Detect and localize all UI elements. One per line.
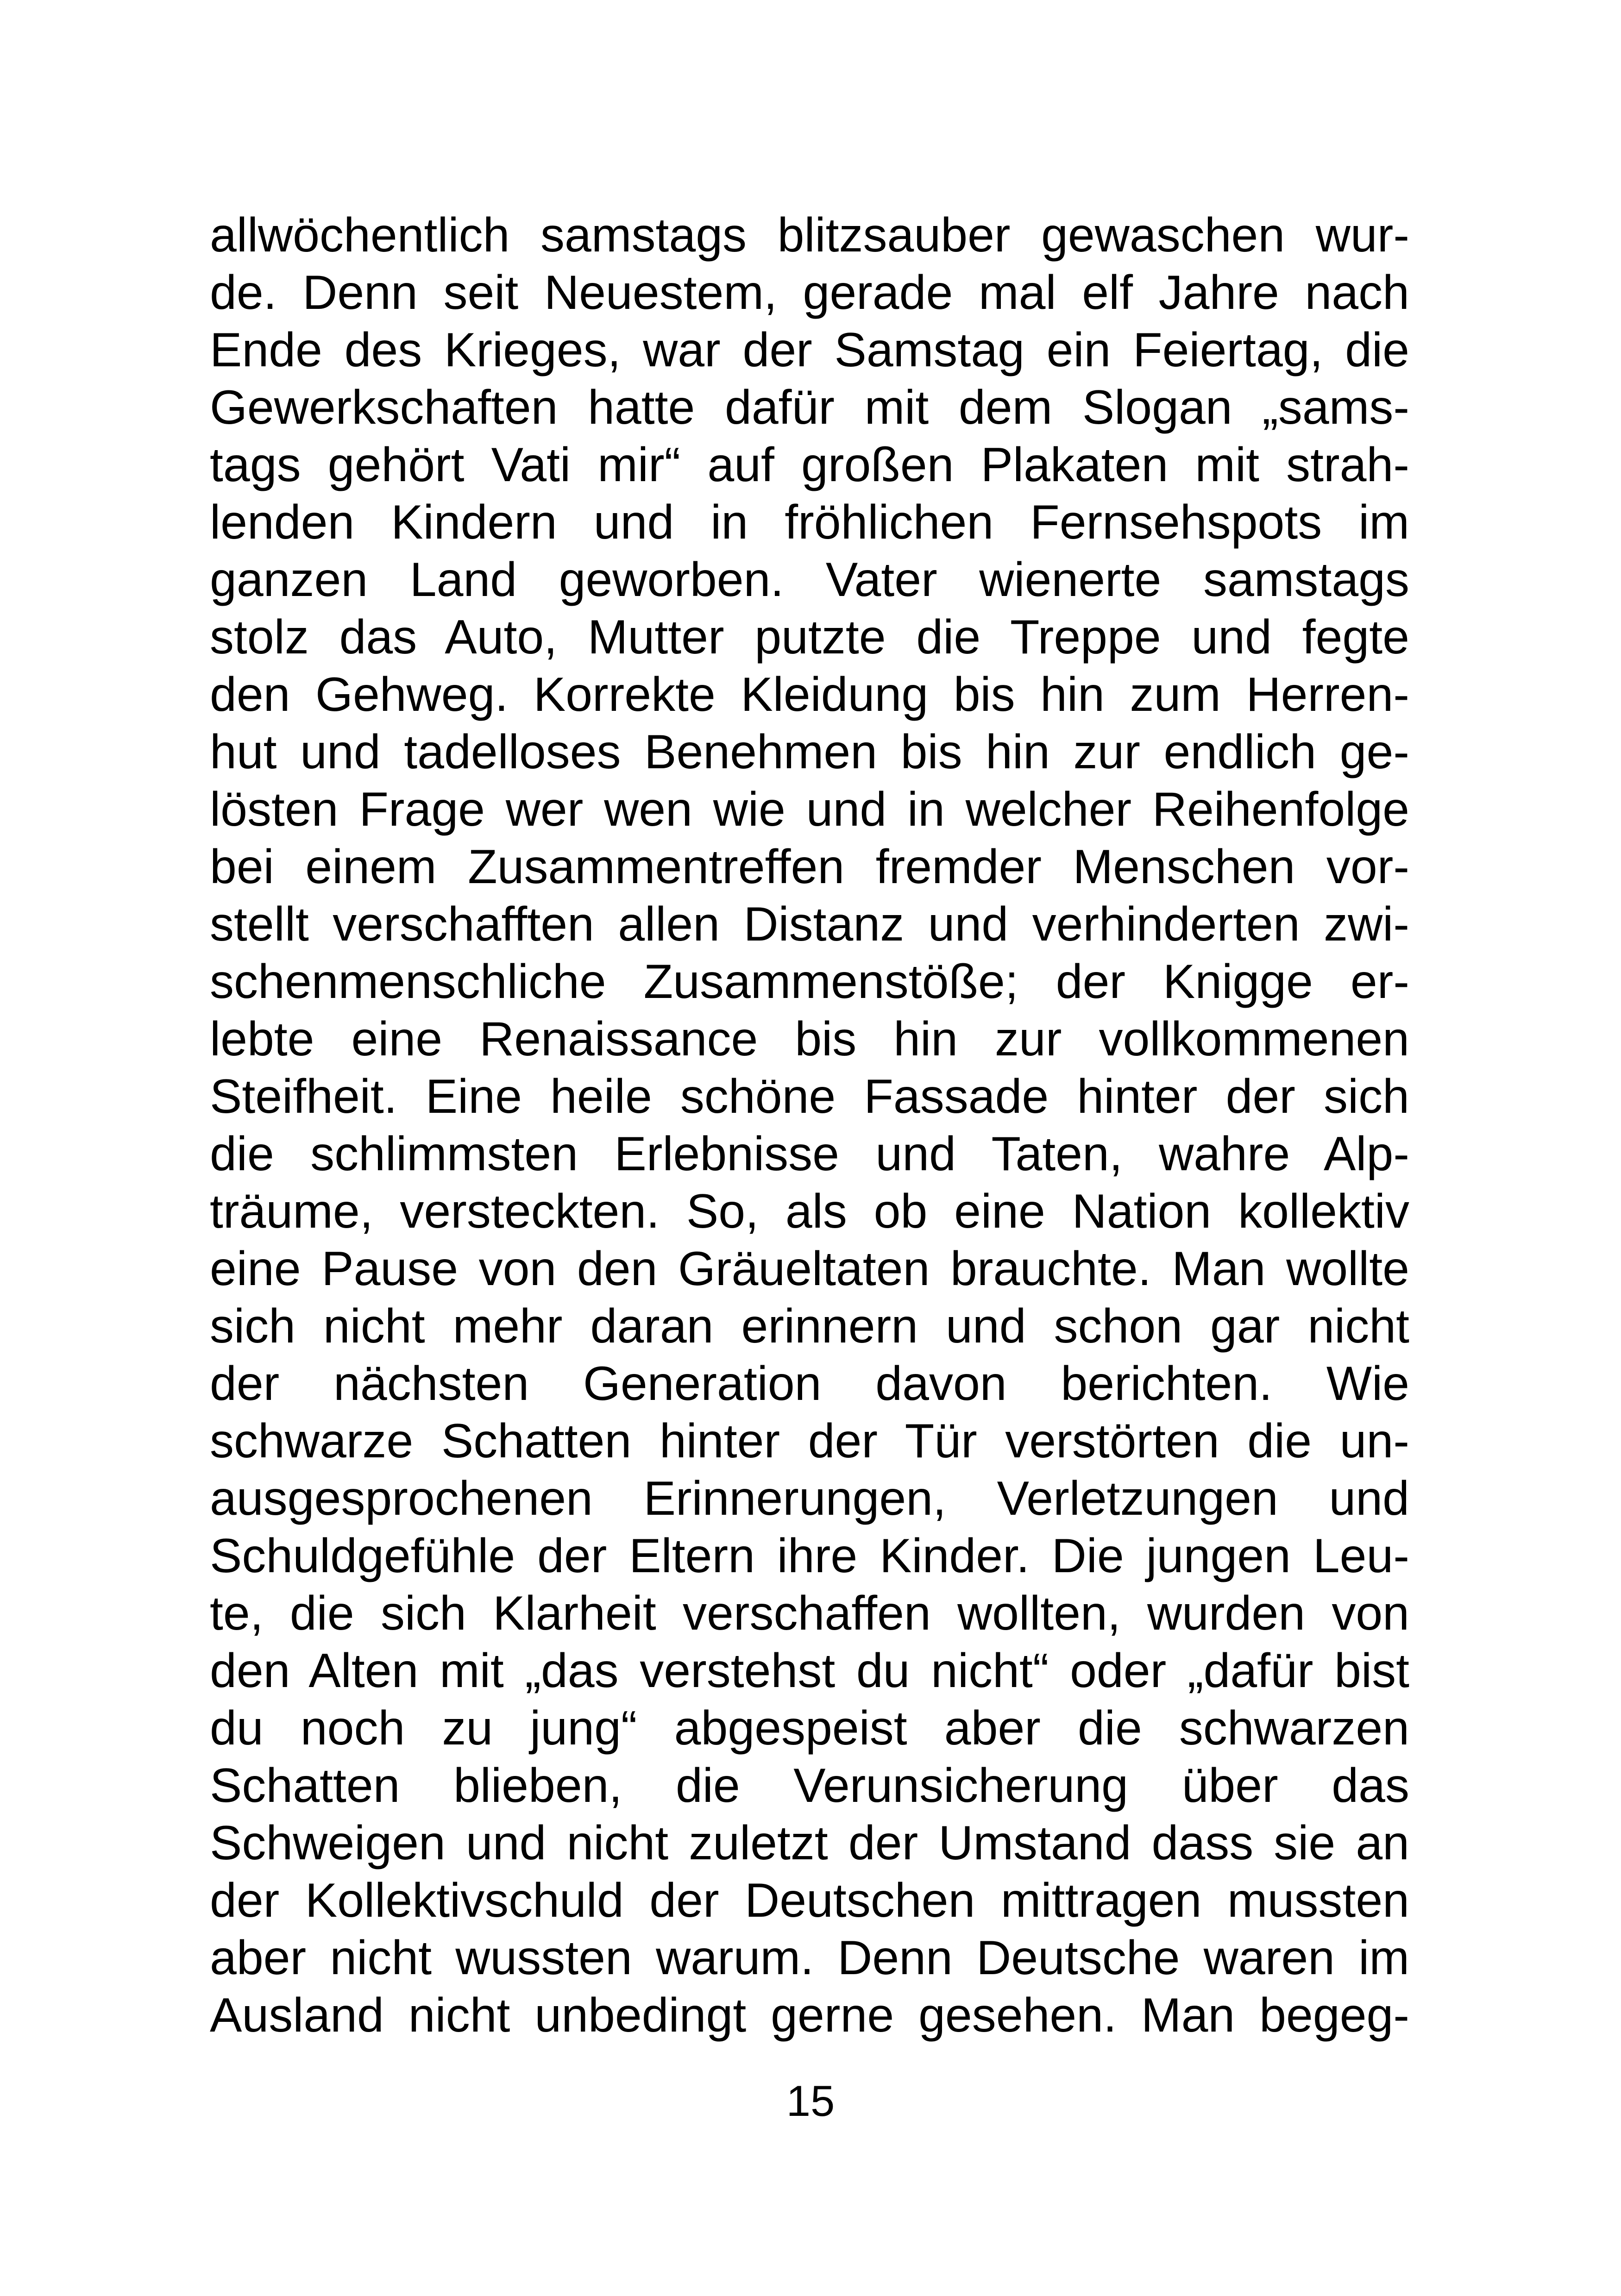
page-number: 15 <box>786 2076 835 2125</box>
text-line: aber nicht wussten warum. Denn Deutsche waren im <box>210 1931 1409 1985</box>
text-line: stellt verschafften allen Distanz und verhinderten zwi- <box>210 897 1409 951</box>
text-line: stolz das Auto, Mutter putzte die Treppe und fegte <box>210 610 1409 664</box>
text-line: träume, versteckten. So, als ob eine Nation kollektiv <box>210 1185 1409 1238</box>
text-line: sich nicht mehr daran erinnern und schon gar nicht <box>210 1299 1409 1353</box>
text-line: allwöchentlich samstags blitzsauber gewaschen wur- <box>210 208 1409 262</box>
text-line: den Gehweg. Korrekte Kleidung bis hin zum Herren- <box>210 668 1409 721</box>
text-line: du noch zu jung“ abgespeist aber die schwarzen <box>210 1701 1409 1755</box>
text-line: te, die sich Klarheit verschaffen wollten, wurden von <box>210 1587 1409 1640</box>
text-line: Gewerkschaften hatte dafür mit dem Slogan „sams- <box>210 381 1409 434</box>
text-line: Schweigen und nicht zuletzt der Umstand dass sie an <box>210 1816 1409 1870</box>
text-line: die schlimmsten Erlebnisse und Taten, wahre Alp- <box>210 1127 1409 1181</box>
text-line: Ende des Krieges, war der Samstag ein Feiertag, die <box>210 323 1409 377</box>
text-line: lenden Kindern und in fröhlichen Fernsehspots im <box>210 496 1409 549</box>
text-line: de. Denn seit Neuestem, gerade mal elf Jahre nach <box>210 266 1409 320</box>
text-line: schwarze Schatten hinter der Tür verstörten die un- <box>210 1414 1409 1468</box>
text-line: ganzen Land geworben. Vater wienerte samstags <box>210 553 1409 607</box>
text-line: Steifheit. Eine heile schöne Fassade hinter der sich <box>210 1070 1409 1123</box>
text-line: Schatten blieben, die Verunsicherung über das <box>210 1759 1409 1813</box>
text-line: ausgesprochenen Erinnerungen, Verletzungen und <box>210 1472 1409 1525</box>
body-text <box>210 207 1409 2044</box>
text-line: hut und tadelloses Benehmen bis hin zur endlich ge- <box>210 725 1409 779</box>
text-line: Schuldgefühle der Eltern ihre Kinder. Die jungen Leu- <box>210 1529 1409 1583</box>
text-line: der nächsten Generation davon berichten. Wie <box>210 1357 1409 1411</box>
text-line: eine Pause von den Gräueltaten brauchte. Man wollte <box>210 1242 1409 1296</box>
text-line: tags gehört Vati mir“ auf großen Plakaten mit strah- <box>210 438 1409 492</box>
text-line: schenmenschliche Zusammenstöße; der Knigge er- <box>210 955 1409 1009</box>
text-line: der Kollektivschuld der Deutschen mittragen mussten <box>210 1874 1409 1927</box>
text-line: bei einem Zusammentreffen fremder Menschen vor- <box>210 840 1409 894</box>
text-line: lebte eine Renaissance bis hin zur vollkommenen <box>210 1012 1409 1066</box>
text-line: lösten Frage wer wen wie und in welcher Reihenfolge <box>210 783 1409 836</box>
text-line: Ausland nicht unbedingt gerne gesehen. Man begeg- <box>210 1989 1409 2042</box>
text-line: den Alten mit „das verstehst du nicht“ oder „dafür bist <box>210 1644 1409 1698</box>
